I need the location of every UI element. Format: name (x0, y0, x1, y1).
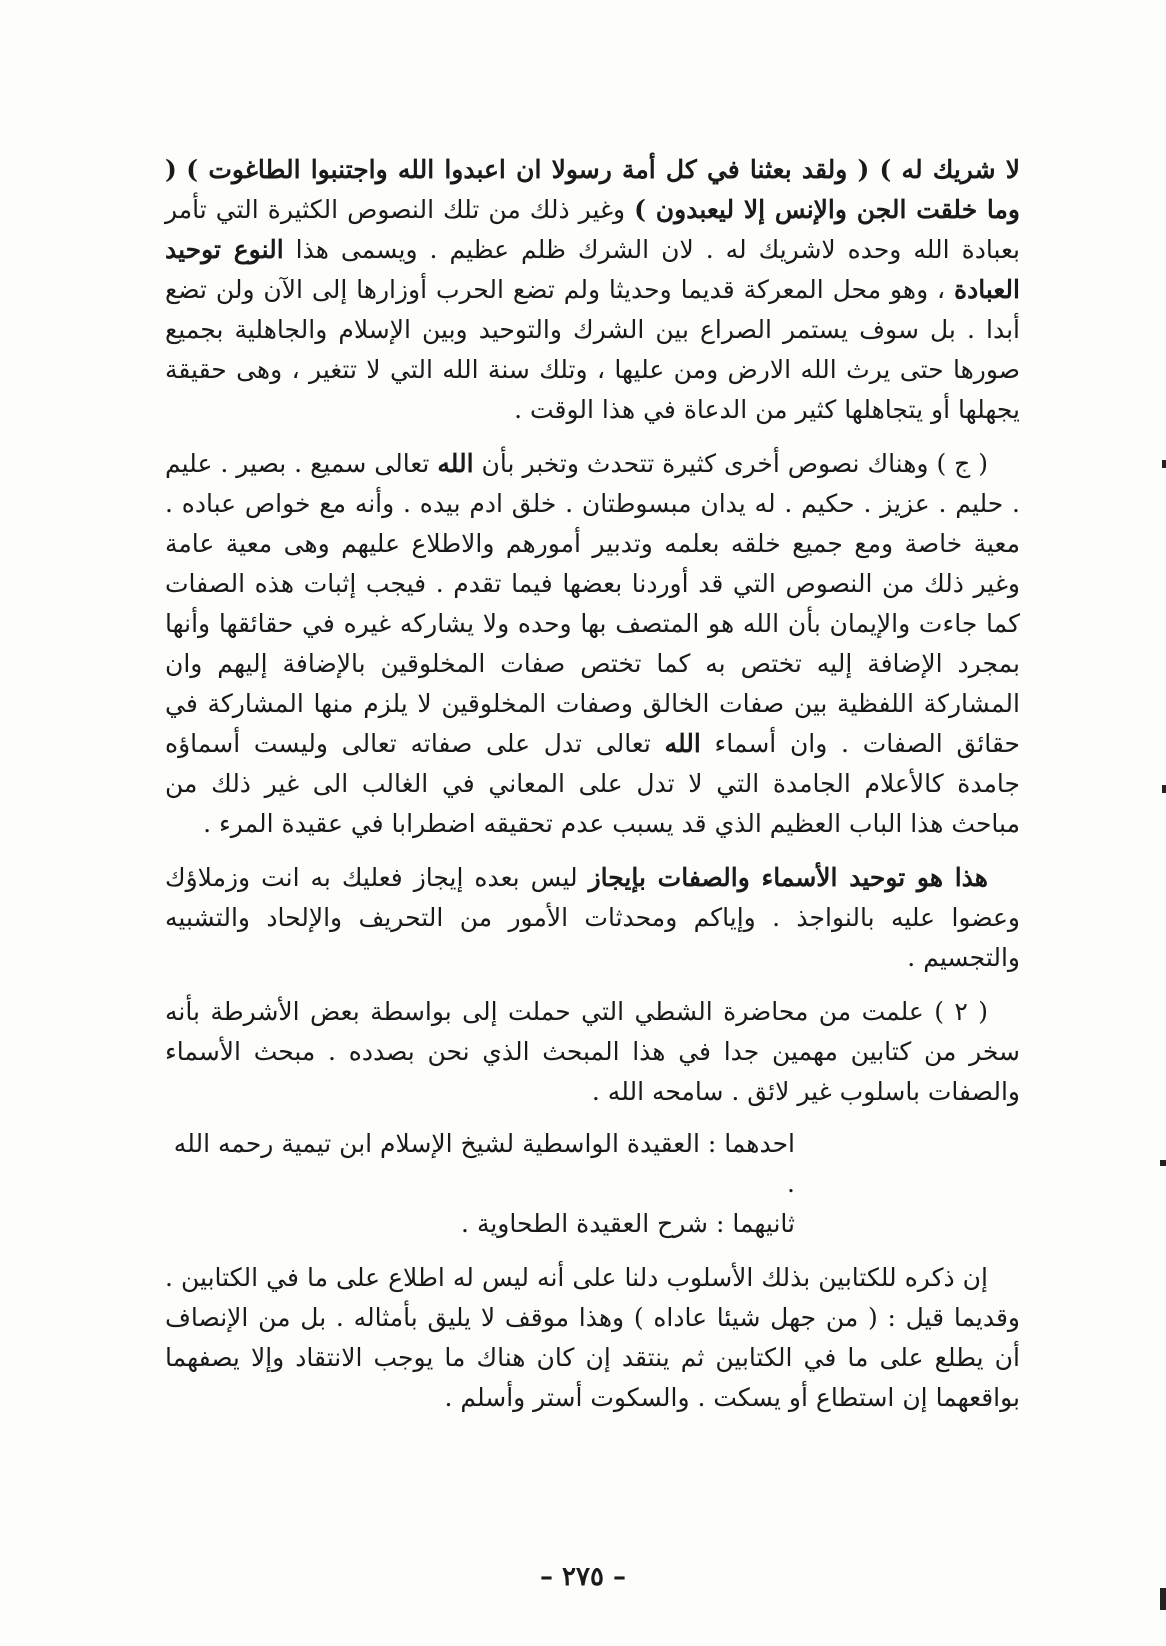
scan-artifact (1162, 785, 1166, 793)
divine-name: الله (664, 729, 701, 758)
divine-name: الله (437, 449, 474, 478)
paragraph-note-2: ( ٢ ) علمت من محاضرة الشطي التي حملت إلى بواسطة بعض الأشرطة بأنه سخر من كتابين مهمين جدا في هذا المبحث الذي نحن بصدده . مبحث الأسماء والصفات باسلوب غير لائق . سامحه الله . (165, 997, 1020, 1106)
page-number: – ٢٧٥ – (539, 1562, 627, 1592)
paragraph-text: ، وهو محل المعركة قديما وحديثا ولم تضع الحرب أوزارها إلى الآن ولن تضع أبدا . بل سوف يستمر الصراع بين الشرك والتوحيد وبين الإسلام والجاهلية بجميع صورها حتى يرث الله الارض ومن عليها ، وتلك سنة الله التي لا تتغير ، وهى حقيقة يجهلها أو يتجاهلها كثير من الدعاة في هذا الوقت . (165, 275, 1020, 424)
quran-verse-1: لا شريك له ) ( ولقد بعثنا في كل أمة رسولا ان اعبدوا الله واجتنبوا الطاغوت ) (186, 155, 1020, 184)
summary-heading: هذا هو توحيد الأسماء والصفات بإيجاز (588, 863, 988, 892)
term-tawhid-ibadah: النوع توحيد العبادة (165, 235, 1020, 304)
paragraph-text: وغير ذلك من تلك النصوص الكثيرة التي تأمر بعبادة الله وحده لاشريك له . لان الشرك ظلم عظيم . ويسمى هذا (165, 195, 1021, 264)
scan-artifact (1160, 1160, 1166, 1166)
body-text (165, 150, 1020, 1418)
list-item-book-2: ثانيهما : شرح العقيدة الطحاوية . (461, 1209, 795, 1238)
scan-artifact (1160, 1588, 1166, 1610)
paragraph-text: ليس بعده إيجاز فعليك به انت وزملاؤك وعضوا عليه بالنواجذ . وإياكم ومحدثات الأمور من التحريف والإلحاد والتشبيه والتجسيم . (165, 863, 1020, 972)
paragraph-asma-sifat (165, 444, 1020, 844)
paragraph-text: ( ج ) وهناك نصوص أخرى كثيرة تتحدث وتخبر بأن (473, 449, 989, 478)
paragraph-summary (165, 858, 1020, 978)
paragraph-conclusion: إن ذكره للكتابين بذلك الأسلوب دلنا على أنه ليس له اطلاع على ما في الكتابين . وقديما قيل : ( من جهل شيئا عاداه ) وهذا موقف لا يليق بأمثاله . بل من الإنصاف أن يطلع على ما في الكتابين ثم ينتقد إن كان هناك ما يوجب الانتقاد وإلا يصفهما بواقعهما إن استطاع أو يسكت . والسكوت أستر وأسلم . (165, 1263, 1020, 1412)
paragraph-text: تعالى سميع . بصير . عليم . حليم . عزيز . حكيم . له يدان مبسوطتان . خلق ادم بيده . وأنه مع خواص عباده . معية خاصة ومع جميع خلقه بعلمه وتدبير أمورهم والاطلاع عليهم وهى معية عامة وغير ذلك من النصوص التي قد أوردنا بعضها فيما تقدم . فيجب إثبات هذه الصفات كما جاءت والإيمان بأن الله هو المتصف بها وحده ولا يشاركه غيره في حقائقها وأنها بمجرد الإضافة إليه تختص به كما تختص صفات المخلوقين بالإضافة إليهم وان المشاركة اللفظية بين صفات الخالق وصفات المخلوقين لا يلزم منها المشاركة في حقائق الصفات . وان أسماء (165, 449, 1020, 758)
paragraph-tawhid-ibadah (165, 150, 1020, 430)
list-item-book-1: احدهما : العقيدة الواسطية لشيخ الإسلام ابن تيمية رحمه الله . (173, 1129, 795, 1198)
paragraph-text: تعالى تدل على صفاته تعالى وليست أسماؤه جامدة كالأعلام الجامدة التي لا تدل على المعاني في الغالب الى غير ذلك من مباحث هذا الباب العظيم الذي قد يسبب عدم تحقيقه اضطرابا في عقيدة المرء . (165, 729, 1020, 838)
scan-artifact (1162, 460, 1166, 468)
quran-verse-2: ( وما خلقت الجن والإنس إلا ليعبدون ) (165, 155, 1020, 224)
